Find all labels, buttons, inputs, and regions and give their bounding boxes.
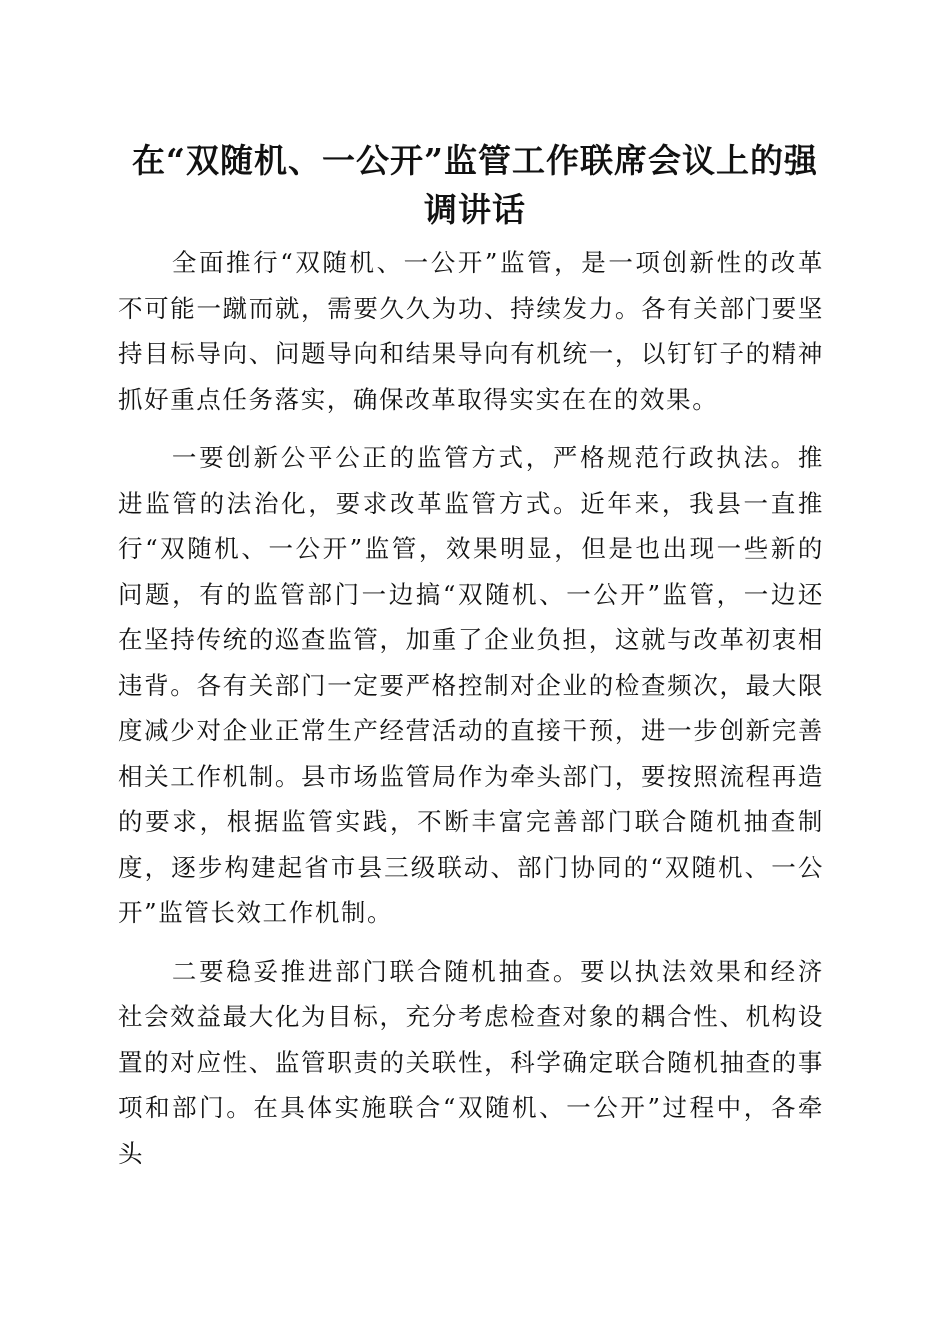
document-title: 在“双随机、一公开”监管工作联席会议上的强调讲话 bbox=[132, 141, 818, 229]
paragraph-point-one: 一要创新公平公正的监管方式，严格规范行政执法。推进监管的法治化，要求改革监管方式。近年来，我县一直推行“双随机、一公开”监管，效果明显，但是也出现一些新的问题，有的监管部门一边搞“双随机、一公开”监管，一边还在坚持传统的巡查监管，加重了企业负担，这就与改革初衷相违背。各有关部门一定要严格控制对企业的检查频次，最大限度减少对企业正常生产经营活动的直接干预，进一步创新完善相关工作机制。县市场监管局作为牵头部门，要按照流程再造的要求，根据监管实践，不断丰富完善部门联合随机抽查制度，逐步构建起省市县三级联动、部门协同的“双随机、一公开”监管长效工作机制。 bbox=[118, 443, 824, 927]
paragraph-intro: 全面推行“双随机、一公开”监管，是一项创新性的改革不可能一蹴而就，需要久久为功、持续发力。各有关部门要坚持目标导向、问题导向和结果导向有机统一，以钉钉子的精神抓好重点任务落实，确保改革取得实实在在的效果。 bbox=[118, 248, 824, 414]
paragraph-point-two: 二要稳妥推进部门联合随机抽查。要以执法效果和经济社会效益最大化为目标，充分考虑检查对象的耦合性、机构设置的对应性、监管职责的关联性，科学确定联合随机抽查的事项和部门。在具体实施联合“双随机、一公开”过程中，各牵头 bbox=[118, 956, 824, 1168]
document-body bbox=[118, 240, 824, 1189]
